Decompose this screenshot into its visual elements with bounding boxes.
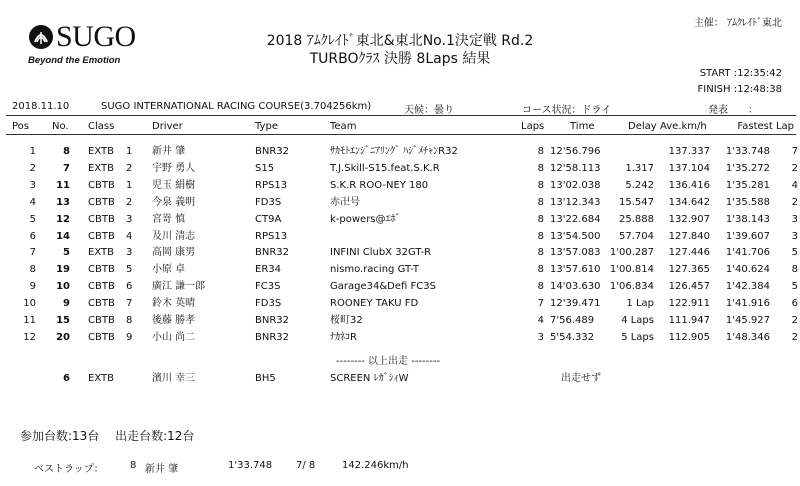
cell-no: 11: [56, 180, 70, 191]
cell-laps: 8: [537, 163, 544, 174]
cell-type: FD3S: [255, 197, 282, 208]
cell-delay: 1 Lap: [626, 298, 654, 309]
cell-laps: 8: [537, 264, 544, 275]
announce-time: 発表 ：: [708, 105, 758, 116]
cell-cls: CBTB: [88, 231, 115, 242]
cell-fastest: 1'40.624: [725, 264, 770, 275]
header-rule: [6, 134, 796, 135]
cell-delay: 1.317: [625, 163, 654, 174]
cell-fastest: 1'39.607: [725, 231, 770, 242]
race-date: 2018.11.10: [12, 101, 70, 112]
cell-avg: 134.642: [668, 197, 710, 208]
header-delay: Delay: [628, 121, 657, 132]
cell-driver: 鈴木 英晴: [152, 298, 196, 309]
best-lap-speed: 142.246km/h: [342, 460, 409, 471]
cell-cp: 1: [126, 180, 133, 191]
cell-cp: 5: [126, 264, 133, 275]
session-title: TURBOｸﾗｽ 決勝 8Laps 結果: [309, 51, 491, 67]
cell-type: BNR32: [255, 146, 290, 157]
course-name: SUGO INTERNATIONAL RACING COURSE(3.704256km): [101, 101, 372, 112]
cell-team: ｻｶﾓﾄｴﾝｼﾞﾆｱﾘﾝｸﾞ ﾊｼﾞﾒﾁｬﾝR32: [330, 146, 458, 157]
cell-flap: 5: [791, 247, 798, 258]
header-type: Type: [255, 121, 278, 132]
cell-delay: 1'06.834: [609, 281, 654, 292]
cell-time: 12'56.796: [550, 146, 601, 157]
cell-team: 桜町32: [330, 315, 363, 326]
cell-time: 13'02.038: [550, 180, 601, 191]
logo-tagline: Beyond the Emotion: [28, 55, 121, 66]
cell-cls: CBTB: [88, 180, 115, 191]
cell-flap: 5: [791, 281, 798, 292]
dns-driver: 濱川 幸三: [152, 373, 196, 384]
cell-flap: 2: [791, 315, 798, 326]
dns-status: 出走せず: [561, 373, 601, 384]
cell-no: 14: [56, 231, 70, 242]
cell-cls: CBTB: [88, 264, 115, 275]
cell-avg: 137.337: [668, 146, 710, 157]
cell-delay: 4 Laps: [621, 315, 654, 326]
cell-pos: 11: [23, 315, 36, 326]
cell-flap: 2: [791, 163, 798, 174]
cell-no: 15: [56, 315, 70, 326]
cell-team: 赤卍号: [330, 197, 360, 208]
cell-pos: 6: [29, 231, 36, 242]
cell-driver: 宮嵜 慎: [152, 214, 186, 225]
header-fastest: Fastest Lap: [737, 121, 794, 132]
dns-class: EXTB: [88, 373, 114, 384]
cell-flap: 6: [791, 298, 798, 309]
best-lap-number: 8: [130, 460, 137, 471]
header-avg: Ave.km/h: [660, 121, 707, 132]
cell-pos: 4: [29, 197, 36, 208]
cell-type: FD3S: [255, 298, 282, 309]
cell-laps: 8: [537, 214, 544, 225]
cell-delay: 1'00.814: [609, 264, 654, 275]
cell-fastest: 1'33.748: [725, 146, 770, 157]
cell-fastest: 1'38.143: [725, 214, 770, 225]
cell-delay: 57.704: [619, 231, 654, 242]
cell-no: 13: [56, 197, 70, 208]
cell-fastest: 1'35.272: [725, 163, 770, 174]
cell-fastest: 1'41.916: [725, 298, 770, 309]
dns-number: 6: [63, 373, 70, 384]
cell-driver: 及川 清志: [152, 231, 196, 242]
cell-cp: 7: [126, 298, 133, 309]
cell-delay: 5 Laps: [621, 332, 654, 343]
dns-type: BH5: [255, 373, 276, 384]
cell-flap: 8: [791, 264, 798, 275]
cell-team: ﾅｶﾈｺR: [330, 332, 357, 343]
cell-cls: EXTB: [88, 146, 114, 157]
cell-cls: CBTB: [88, 332, 115, 343]
cell-avg: 111.947: [668, 315, 710, 326]
finish-time: FINISH :12:48:38: [697, 84, 782, 95]
header-laps: Laps: [521, 121, 545, 132]
started-divider: -------- 以上出走 --------: [336, 356, 441, 367]
cell-laps: 7: [537, 298, 544, 309]
cell-team: k-powers@ｴﾎﾞ: [330, 214, 401, 225]
cell-avg: 127.365: [668, 264, 710, 275]
cell-time: 12'58.113: [550, 163, 601, 174]
cell-no: 7: [63, 163, 70, 174]
cell-type: ER34: [255, 264, 281, 275]
cell-type: S15: [255, 163, 275, 174]
cell-driver: 宇野 勇人: [152, 163, 196, 174]
header-no: No.: [52, 121, 69, 132]
cell-time: 5'54.332: [550, 332, 595, 343]
cell-laps: 4: [537, 315, 544, 326]
cell-team: INFINI ClubX 32GT-R: [330, 247, 432, 258]
cell-driver: 高岡 康男: [152, 247, 196, 258]
header-time: Time: [570, 121, 595, 132]
cell-pos: 10: [23, 298, 36, 309]
cell-laps: 8: [537, 180, 544, 191]
best-lap-driver: 新井 肇: [145, 464, 179, 475]
cell-driver: 今泉 義明: [152, 197, 196, 208]
cell-cls: CBTB: [88, 197, 115, 208]
cell-no: 5: [63, 247, 70, 258]
cell-team: S.K.R ROO-NEY 180: [330, 180, 429, 191]
cell-time: 14'03.630: [550, 281, 601, 292]
cell-laps: 8: [537, 197, 544, 208]
cell-time: 12'39.471: [550, 298, 601, 309]
cell-avg: 126.457: [668, 281, 710, 292]
cell-cp: 9: [126, 332, 133, 343]
cell-driver: 小山 尚二: [152, 332, 196, 343]
cell-driver: 後藤 勝孝: [152, 315, 196, 326]
cell-cls: CBTB: [88, 298, 115, 309]
cell-flap: 3: [791, 231, 798, 242]
cell-delay: 15.547: [619, 197, 654, 208]
cell-type: BNR32: [255, 332, 290, 343]
cell-fastest: 1'45.927: [725, 315, 770, 326]
cell-laps: 8: [537, 231, 544, 242]
cell-cls: CBTB: [88, 281, 115, 292]
cell-cls: CBTB: [88, 214, 115, 225]
cell-cp: 3: [126, 214, 133, 225]
cell-type: FC3S: [255, 281, 281, 292]
cell-delay: 25.888: [619, 214, 654, 225]
cell-driver: 小原 卓: [152, 264, 186, 275]
cell-cp: 4: [126, 231, 133, 242]
organizer: 主催： ｱﾑｸﾚｲﾄﾞ東北: [693, 18, 782, 29]
cell-cp: 6: [126, 281, 133, 292]
cell-laps: 3: [537, 332, 544, 343]
best-lap-lap: 7/ 8: [296, 460, 316, 471]
cell-team: ROONEY TAKU FD: [330, 298, 419, 309]
header-class: Class: [88, 121, 115, 132]
cell-time: 13'12.343: [550, 197, 601, 208]
cell-flap: 2: [791, 197, 798, 208]
start-time: START :12:35:42: [699, 68, 782, 79]
cell-time: 13'57.083: [550, 247, 601, 258]
cell-avg: 122.911: [668, 298, 710, 309]
cell-flap: 3: [791, 214, 798, 225]
cell-cp: 2: [126, 197, 133, 208]
cell-avg: 127.446: [668, 247, 710, 258]
dns-team: SCREEN ﾚｶﾞｼｨW: [330, 373, 409, 384]
header-pos: Pos: [12, 121, 30, 132]
table-top-rule: [6, 115, 796, 116]
cell-laps: 8: [537, 247, 544, 258]
header-driver: Driver: [152, 121, 183, 132]
cell-pos: 5: [29, 214, 36, 225]
cell-flap: 7: [791, 146, 798, 157]
cell-avg: 136.416: [668, 180, 710, 191]
cell-team: nismo.racing GT-T: [330, 264, 419, 275]
cell-pos: 1: [29, 146, 36, 157]
cell-pos: 9: [29, 281, 36, 292]
best-lap-time: 1'33.748: [228, 460, 273, 471]
cell-cls: EXTB: [88, 163, 114, 174]
cell-type: BNR32: [255, 247, 290, 258]
cell-fastest: 1'41.706: [725, 247, 770, 258]
cell-team: T.J.Skill-S15.feat.S.K.R: [330, 163, 440, 174]
cell-time: 7'56.489: [550, 315, 595, 326]
cell-laps: 8: [537, 146, 544, 157]
cell-no: 12: [56, 214, 70, 225]
cell-type: CT9A: [255, 214, 282, 225]
cell-no: 10: [56, 281, 70, 292]
cell-laps: 8: [537, 281, 544, 292]
best-lap-label: ベストラップ：: [34, 464, 104, 475]
cell-no: 19: [56, 264, 70, 275]
cell-driver: 廣江 謙一郎: [152, 281, 206, 292]
cell-no: 8: [63, 146, 70, 157]
cell-fastest: 1'42.384: [725, 281, 770, 292]
cell-cls: EXTB: [88, 247, 114, 258]
cell-avg: 127.840: [668, 231, 710, 242]
cell-fastest: 1'35.588: [725, 197, 770, 208]
cell-pos: 2: [29, 163, 36, 174]
course-condition: コース状況：ドライ: [522, 105, 612, 116]
cell-fastest: 1'35.281: [725, 180, 770, 191]
event-title: 2018 ｱﾑｸﾚｲﾄﾞ東北&東北No.1決定戦 Rd.2: [266, 33, 534, 49]
cell-avg: 132.907: [668, 214, 710, 225]
cell-cp: 8: [126, 315, 133, 326]
cell-type: RPS13: [255, 180, 288, 191]
cell-cls: CBTB: [88, 315, 115, 326]
cell-team: Garage34&Defi FC3S: [330, 281, 436, 292]
cell-pos: 7: [29, 247, 36, 258]
weather: 天候：曇り: [404, 105, 454, 116]
cell-avg: 112.905: [668, 332, 710, 343]
cell-type: RPS13: [255, 231, 288, 242]
cell-no: 9: [63, 298, 70, 309]
cell-no: 20: [56, 332, 70, 343]
cell-cp: 2: [126, 163, 133, 174]
cell-time: 13'54.500: [550, 231, 601, 242]
cell-delay: 5.242: [625, 180, 654, 191]
logo-wordmark: SUGO: [56, 20, 136, 53]
cell-pos: 8: [29, 264, 36, 275]
entry-count: 参加台数:13台 出走台数:12台: [20, 429, 195, 443]
cell-cp: 3: [126, 247, 133, 258]
cell-flap: 2: [791, 332, 798, 343]
cell-pos: 3: [29, 180, 36, 191]
cell-flap: 4: [791, 180, 798, 191]
cell-delay: 1'00.287: [609, 247, 654, 258]
cell-cp: 1: [126, 146, 133, 157]
cell-avg: 137.104: [668, 163, 710, 174]
cell-fastest: 1'48.346: [725, 332, 770, 343]
cell-type: BNR32: [255, 315, 290, 326]
cell-time: 13'22.684: [550, 214, 601, 225]
cell-driver: 児玉 絹樹: [152, 180, 196, 191]
cell-driver: 新井 肇: [152, 146, 186, 157]
cell-pos: 12: [23, 332, 36, 343]
header-team: Team: [330, 121, 357, 132]
cell-time: 13'57.610: [550, 264, 601, 275]
